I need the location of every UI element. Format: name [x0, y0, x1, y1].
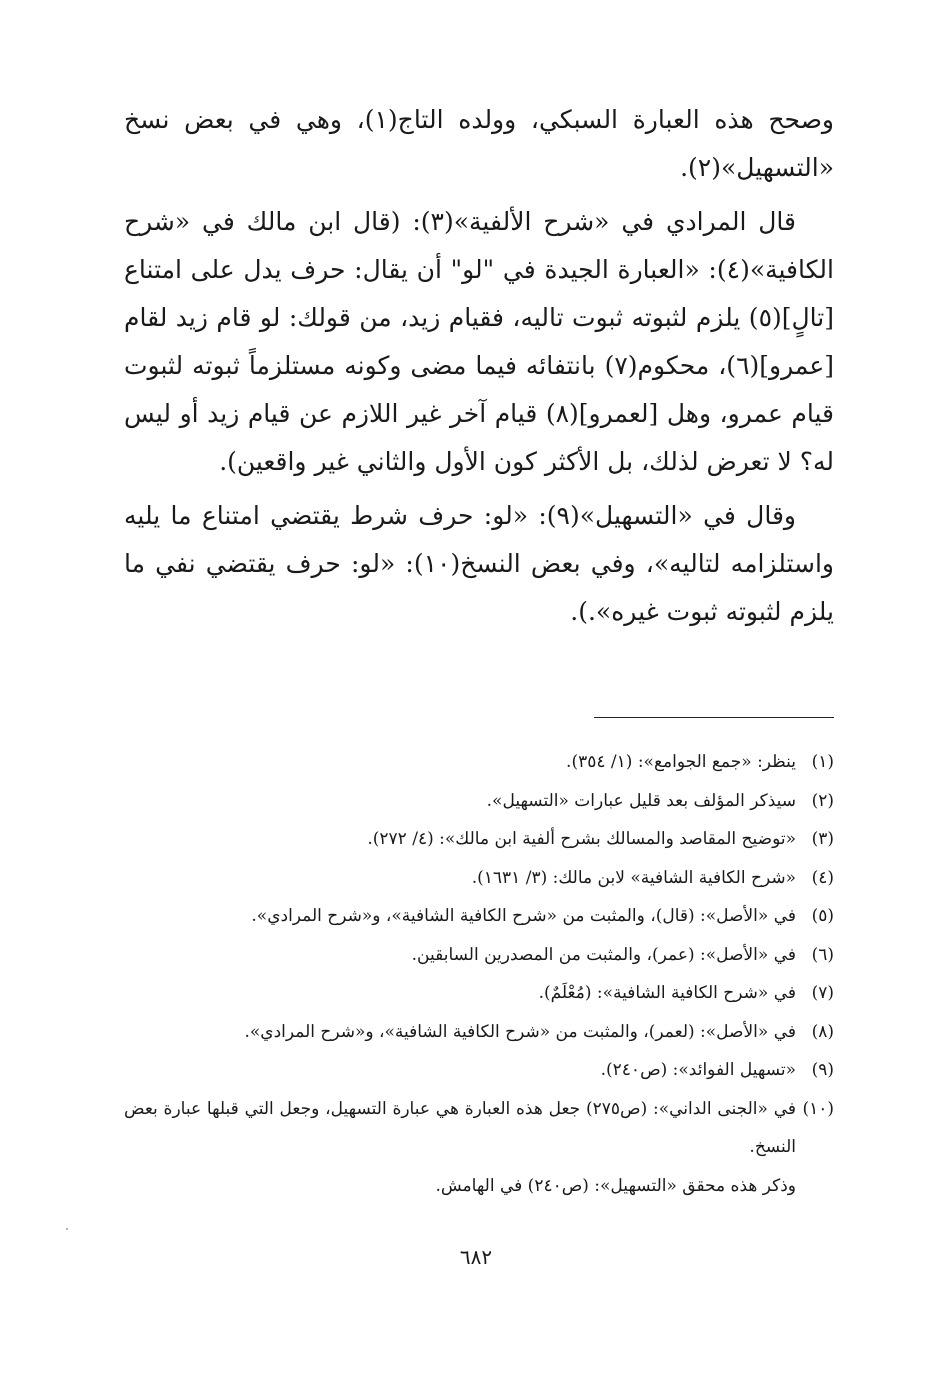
footnote-number: (١)	[811, 752, 834, 772]
paragraph-2: قال المرادي في «شرح الألفية»(٣): (قال ابن مالك في «شرح الكافية»(٤): «العبارة الجيدة في "لو" أن يقال: حرف يدل على امتناع [تالٍ](٥) يلزم لثبوته ثبوت تاليه، فقيام زيد، من قولك: لو قام زيد لقام [عمرو](٦)، محكوم(٧) بانتفائه فيما مضى وكونه مستلزماً ثبوته لثبوت قيام عمرو، وهل [لعمرو](٨) قيام آخر غير اللازم عن قيام زيد أو ليس له؟ لا تعرض لذلك، بل الأكثر كون الأول والثاني غير واقعين).	[124, 207, 834, 476]
main-text	[124, 96, 834, 642]
footnote-number: (٩)	[811, 1060, 834, 1080]
footnote-text: «تسهيل الفوائد»: (ص٢٤٠).	[600, 1060, 796, 1080]
footnote-2	[124, 782, 834, 821]
scan-speck	[66, 1228, 68, 1230]
footnote-1	[124, 743, 834, 782]
footnote-text: «شرح الكافية الشافية» لابن مالك: (٣/ ١٦٣١).	[471, 867, 796, 888]
footnotes	[124, 743, 834, 1205]
footnote-text: «توضيح المقاصد والمسالك بشرح ألفية ابن مالك»: (٤/ ٢٧٢).	[367, 829, 796, 849]
footnote-5	[124, 897, 834, 936]
footnote-number: (٢)	[811, 790, 834, 811]
footnote-6	[124, 936, 834, 975]
footnote-10-continuation	[124, 1167, 834, 1206]
footnote-number: (٧)	[811, 983, 834, 1003]
footnote-9	[124, 1051, 834, 1090]
paragraph-1: وصحح هذه العبارة السبكي، وولده التاج(١)، وهي في بعض نسخ «التسهيل»(٢).	[124, 105, 834, 182]
footnote-4	[124, 859, 834, 898]
page-number: ٦٨٢	[459, 1245, 493, 1269]
footnote-text: ينظر: «جمع الجوامع»: (١/ ٣٥٤).	[566, 752, 796, 772]
footnote-text: في «الجنى الداني»: (ص٢٧٥) جعل هذه العبارة هي عبارة التسهيل، وجعل التي قبلها عبارة بعض النسخ.	[124, 1098, 796, 1157]
footnote-7	[124, 974, 834, 1013]
footnote-10	[124, 1090, 834, 1167]
footnote-separator	[594, 717, 834, 718]
footnote-text: وذكر هذه محقق «التسهيل»: (ص٢٤٠) في الهامش.	[435, 1175, 796, 1196]
footnote-text: في «الأصل»: (قال)، والمثبت من «شرح الكافية الشافية»، و«شرح المرادي».	[251, 906, 796, 926]
paragraph-3: وقال في «التسهيل»(٩): «لو: حرف شرط يقتضي امتناع ما يليه واستلزامه لتاليه»، وفي بعض النسخ(١٠): «لو: حرف يقتضي نفي ما يلزم لثبوته ثبوت غيره».).	[124, 501, 834, 626]
footnote-number: (٤)	[811, 867, 834, 888]
footnote-number: (٥)	[811, 906, 834, 926]
footnote-number: (٣)	[811, 829, 834, 849]
footnote-number: (٦)	[811, 944, 834, 965]
footnote-8	[124, 1013, 834, 1052]
footnote-text: في «شرح الكافية الشافية»: (مُعْلَمٌ).	[538, 983, 796, 1003]
footnote-number: (٨)	[811, 1021, 834, 1042]
footnote-text: سيذكر المؤلف بعد قليل عبارات «التسهيل».	[486, 790, 796, 811]
footnote-3	[124, 820, 834, 859]
footnote-number: (١٠)	[802, 1098, 834, 1119]
footnote-text: في «الأصل»: (عمر)، والمثبت من المصدرين السابقين.	[411, 944, 796, 965]
footnote-text: في «الأصل»: (لعمر)، والمثبت من «شرح الكافية الشافية»، و«شرح المرادي».	[244, 1021, 796, 1042]
